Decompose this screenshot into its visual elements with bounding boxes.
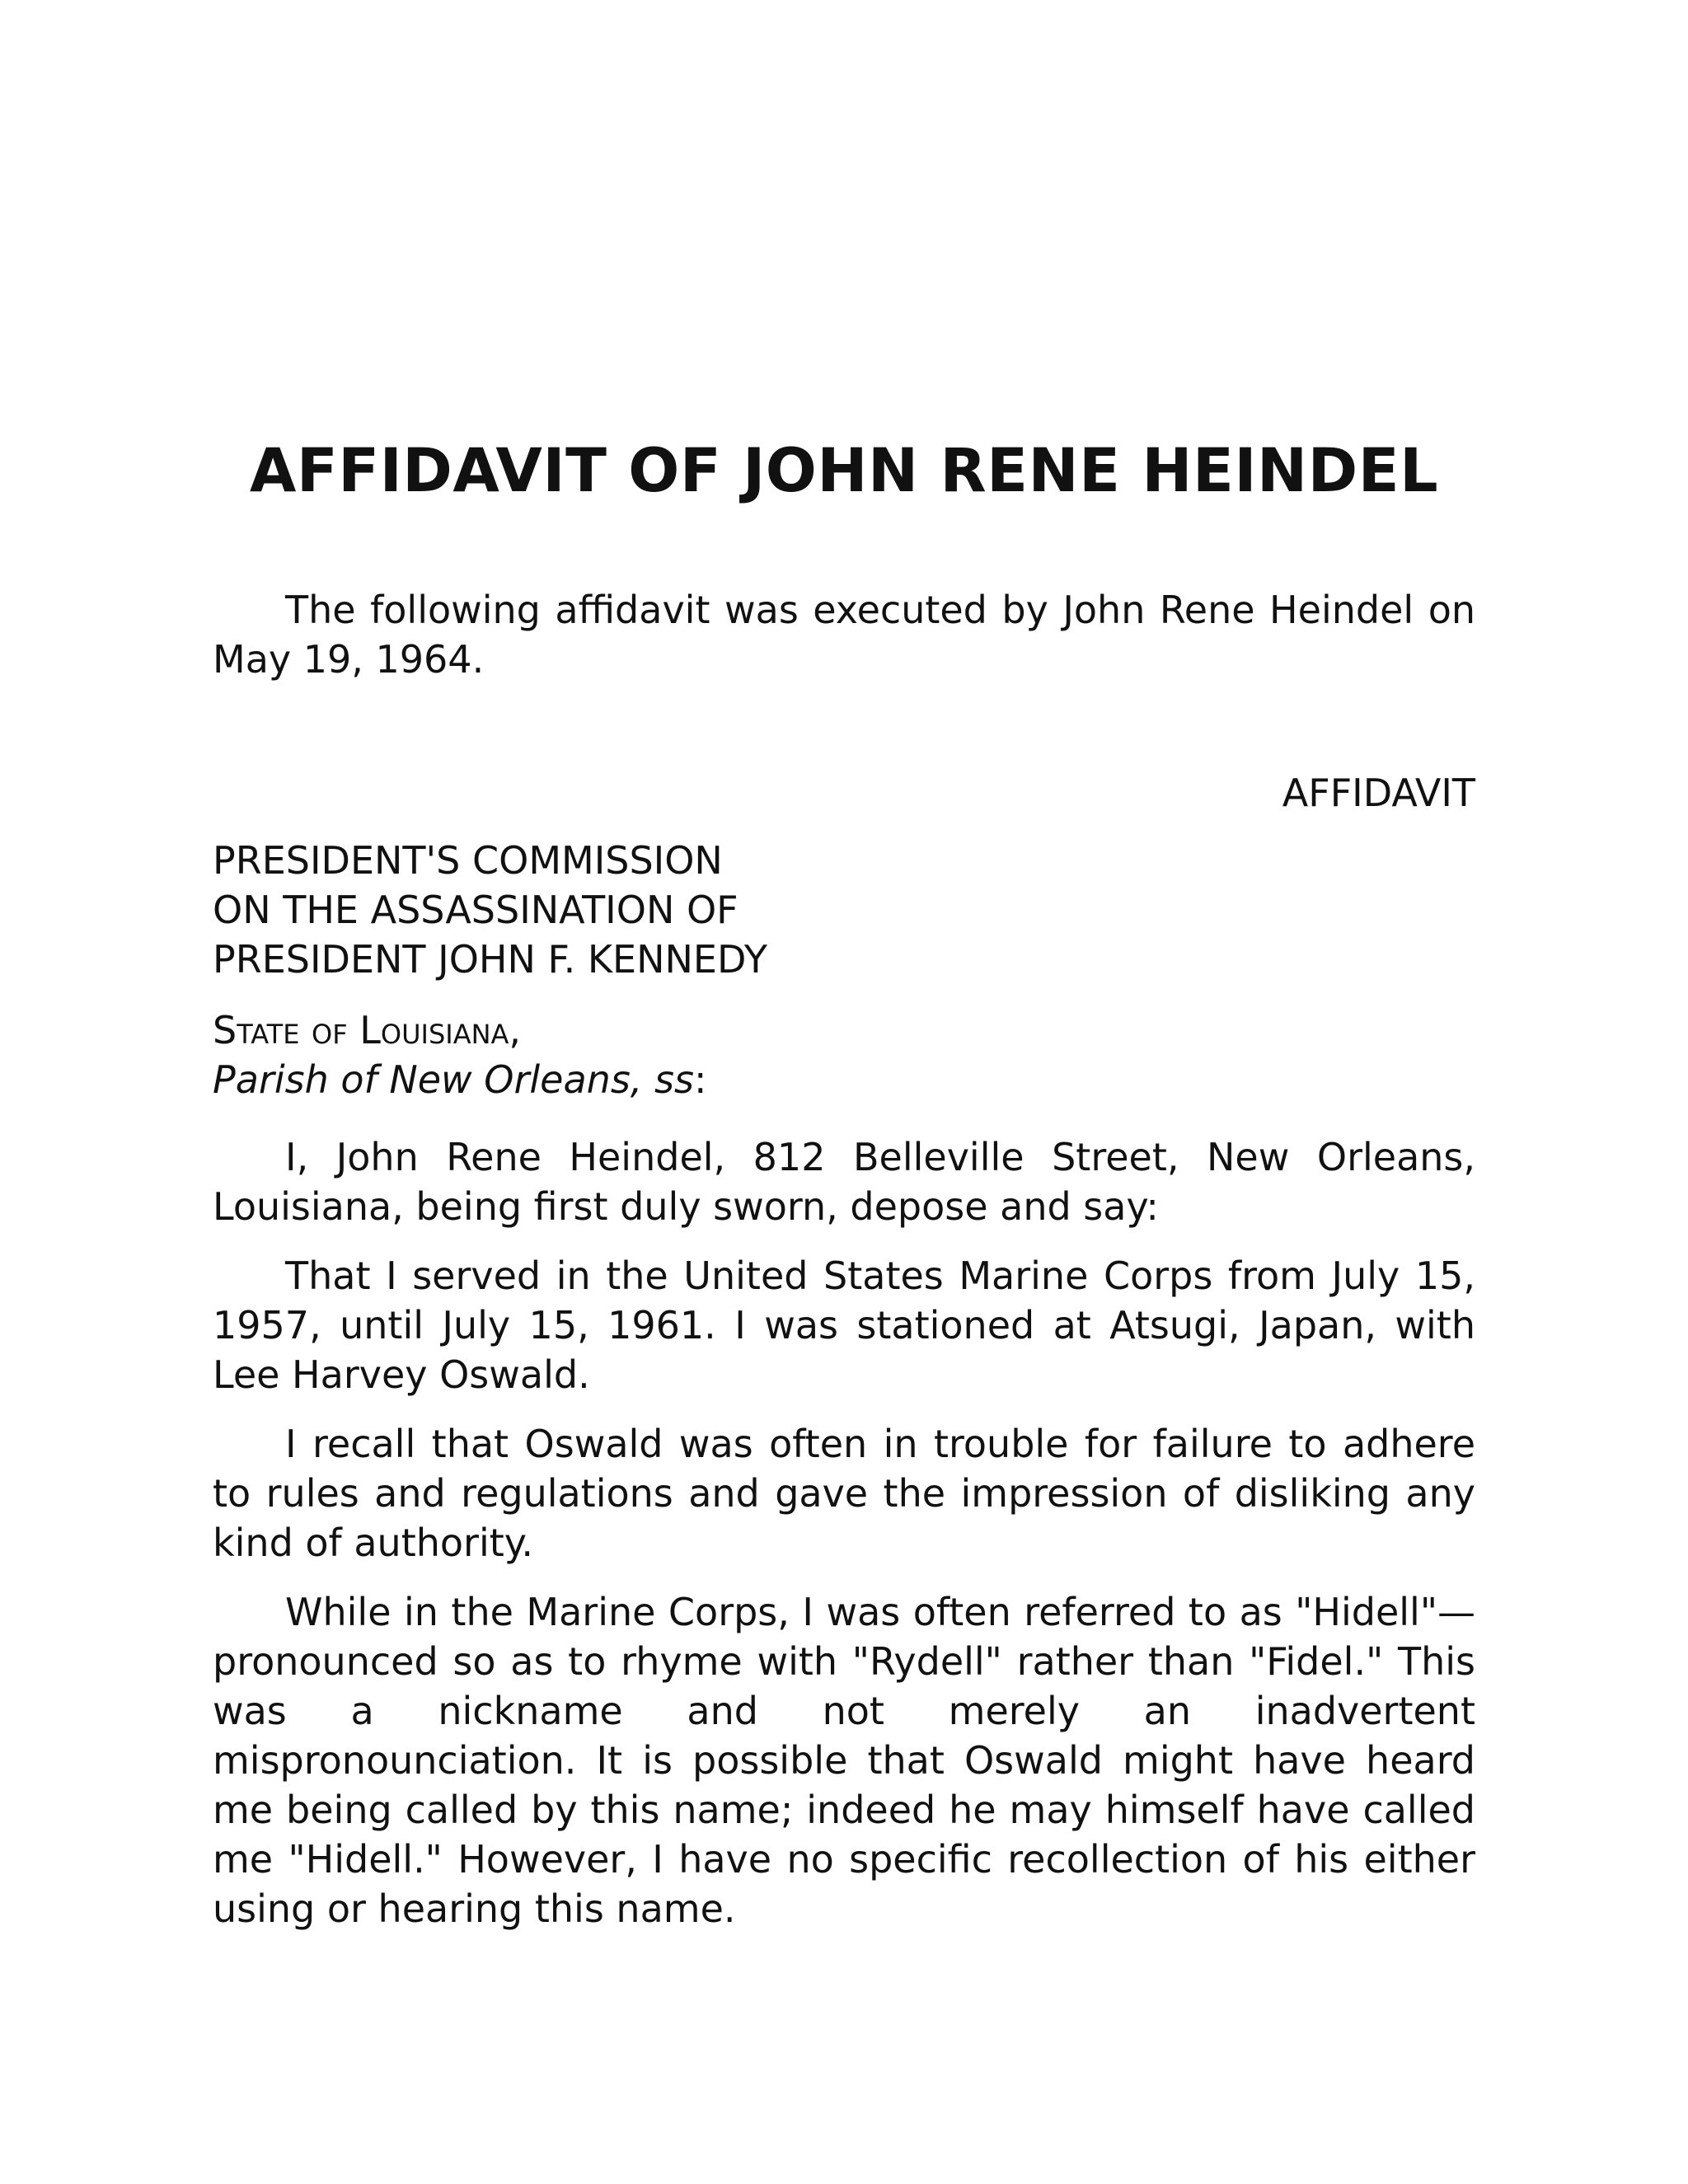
intro-paragraph: The following affidavit was executed by John Rene Heindel on May 19, 1964.	[213, 588, 1475, 682]
venue-parish	[213, 1055, 1475, 1104]
affidavit-heading: AFFIDAVIT	[1282, 771, 1475, 815]
venue-parish-text: Parish of New Orleans, ss	[213, 1057, 694, 1102]
venue-state: State of Louisiana,	[213, 1008, 522, 1052]
paragraph-4: While in the Marine Corps, I was often referred to as "Hidell"—pronounced so as to rhyme with "Rydell" rather than "Fidel." This was a nickname and not merely an inadvertent mispronounciation. It is possible that Oswald might have heard me being called by this name; indeed he may himself have called me "Hidell." However, I have no specific recollection of his either using or hearing this name.	[213, 1590, 1475, 1931]
paragraph-1: I, John Rene Heindel, 812 Belleville Street, New Orleans, Louisiana, being first duly sworn, depose and say:	[213, 1135, 1475, 1229]
venue-parish-colon: :	[693, 1057, 707, 1102]
document-page	[213, 0, 1475, 2184]
venue-block	[213, 1005, 1475, 1104]
commission-line-2: ON THE ASSASSINATION OF	[213, 888, 738, 932]
commission-heading	[213, 836, 1475, 984]
document-title: AFFIDAVIT OF JOHN RENE HEINDEL	[249, 436, 1439, 506]
commission-line-3: PRESIDENT JOHN F. KENNEDY	[213, 937, 767, 982]
paragraph-2: That I served in the United States Marine Corps from July 15, 1957, until July 15, 1961. I was stationed at Atsugi, Japan, with Lee Harvey Oswald.	[213, 1254, 1475, 1397]
commission-line-1: PRESIDENT'S COMMISSION	[213, 838, 723, 883]
paragraph-3: I recall that Oswald was often in trouble for failure to adhere to rules and regulations and gave the impression of disliking any kind of authority.	[213, 1422, 1475, 1565]
